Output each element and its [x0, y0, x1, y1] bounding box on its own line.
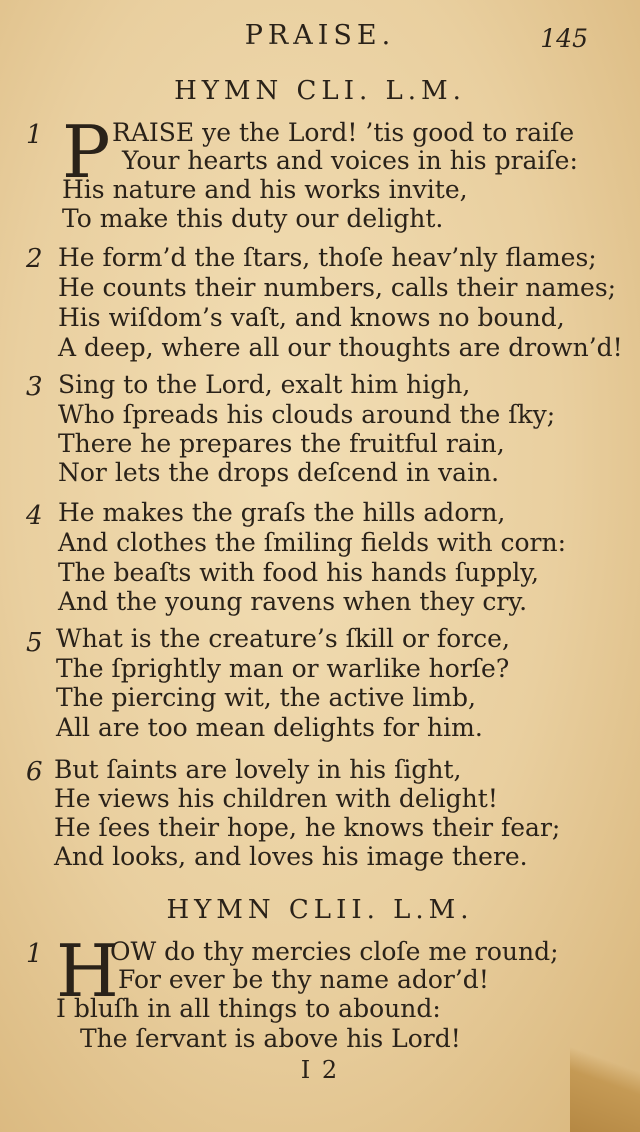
- verse-number: 4: [26, 501, 43, 531]
- verse-number: 1: [26, 120, 43, 150]
- verse-line: OW do thy mercies cloſe me round;: [110, 937, 559, 966]
- verse-line: There he prepares the fruitful rain,: [58, 429, 505, 458]
- verse-line: He views his children with delight!: [54, 784, 498, 813]
- signature-mark: I 2: [300, 1056, 340, 1084]
- verse-number: 5: [26, 628, 43, 658]
- verse-line: Sing to the Lord, exalt him high,: [58, 370, 471, 399]
- verse-number: 3: [26, 372, 43, 402]
- verse-number: 1: [26, 939, 43, 969]
- verse-line: The ſprightly man or warlike horſe?: [56, 654, 510, 683]
- verse-line: RAISE ye the Lord! ’tis good to raiſe: [112, 118, 575, 147]
- verse-line: For ever be thy name ador’d!: [118, 965, 489, 994]
- verse-line: Nor lets the drops deſcend in vain.: [58, 458, 500, 487]
- page-corner-shadow: [570, 1002, 640, 1132]
- verse-line: All are too mean delights for him.: [56, 713, 483, 742]
- verse-line: The beaſts with food his hands ſupply,: [58, 558, 539, 587]
- verse-line: To make this duty our delight.: [62, 204, 444, 233]
- verse-line: He form’d the ſtars, thoſe heav’nly flames;: [58, 243, 597, 272]
- verse-line: He counts their numbers, calls their names;: [58, 273, 617, 302]
- verse-line: Your hearts and voices in his praiſe:: [122, 146, 578, 175]
- verse-line: And the young ravens when they cry.: [58, 587, 528, 616]
- verse-line: His nature and his works invite,: [62, 175, 468, 204]
- verse-number: 2: [26, 244, 43, 274]
- running-head: PRAISE.: [244, 20, 396, 51]
- verse-line: And looks, and loves his image there.: [54, 842, 528, 871]
- verse-line: What is the creature’s ſkill or force,: [56, 624, 510, 653]
- drop-cap: P: [62, 110, 111, 194]
- verse-line: Who ſpreads his clouds around the ſky;: [58, 400, 556, 429]
- hymn-title: HYMN CLI. L.M.: [174, 76, 466, 106]
- verse-number: 6: [26, 757, 43, 787]
- verse-line: The piercing wit, the active limb,: [56, 683, 476, 712]
- verse-line: And clothes the ſmiling fields with corn:: [58, 528, 567, 557]
- verse-line: The ſervant is above his Lord!: [80, 1024, 461, 1053]
- drop-cap: H: [56, 929, 119, 1013]
- page-number: 145: [540, 24, 588, 53]
- verse-line: He ſees their hope, he knows their fear;: [54, 813, 561, 842]
- hymn-title: HYMN CLII. L.M.: [166, 895, 474, 925]
- verse-line: He makes the graſs the hills adorn,: [58, 498, 506, 527]
- verse-line: I bluſh in all things to abound:: [56, 994, 441, 1023]
- verse-line: But ſaints are lovely in his ſight,: [54, 755, 462, 784]
- verse-line: A deep, where all our thoughts are drown’d!: [58, 333, 623, 362]
- verse-line: His wiſdom’s vaſt, and knows no bound,: [58, 303, 565, 332]
